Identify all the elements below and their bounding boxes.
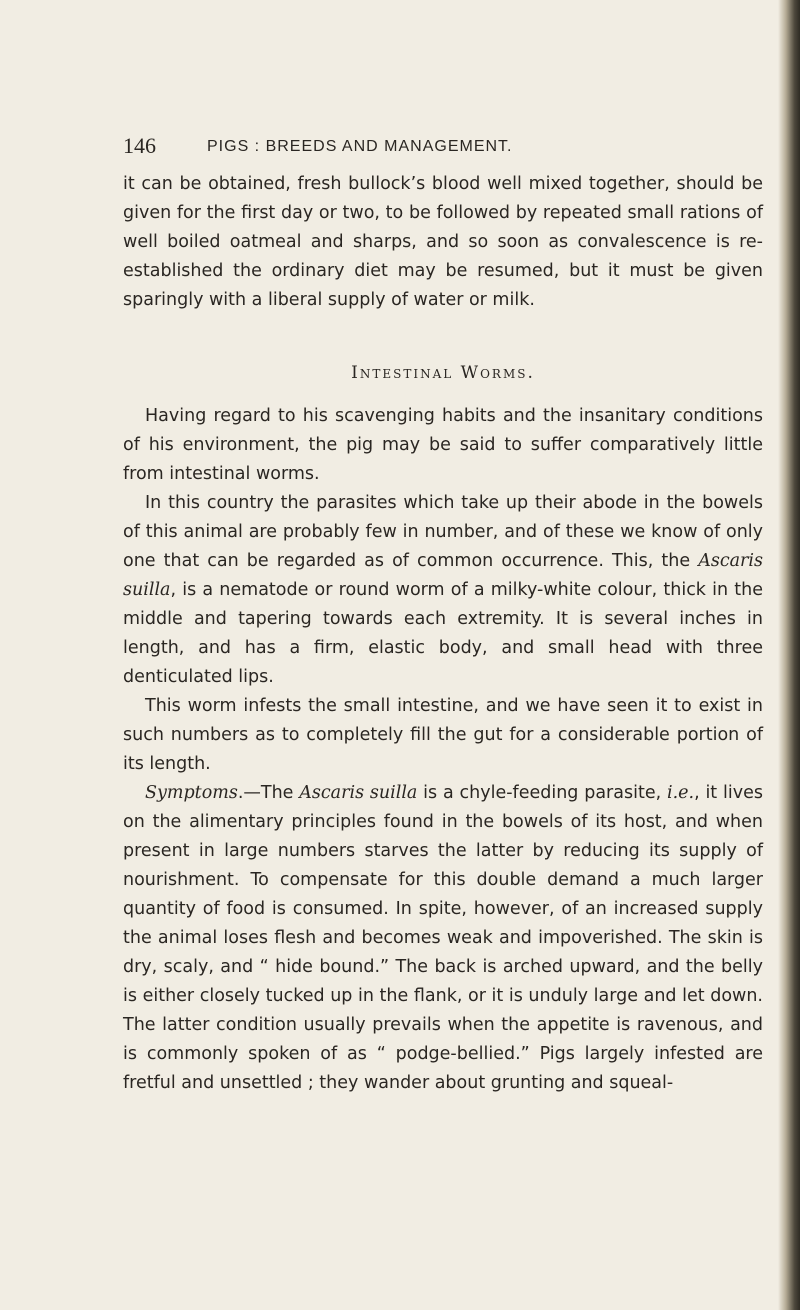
page-body (123, 170, 763, 1098)
species-name-2: Ascaris suilla (299, 783, 418, 803)
symptoms-text-b: is a chyle-feeding parasite, (417, 783, 667, 803)
page-number: 146 (123, 133, 156, 158)
page-edge-shadow (778, 0, 800, 1310)
paragraph-intro: Having regard to his scavenging habits and the insanitary conditions of his environment, the pig may be said to suffer comparatively little from intestinal worms. (123, 406, 763, 484)
paragraph-parasites (123, 489, 763, 692)
page-header (123, 133, 683, 163)
symptoms-text-c: , it lives on the alimentary principles found in the bowels of its host, and when present in large numbers starves the latter by reducing its supply of nourishment. To compensate for this double demand a much larger quantity of food is consumed. In spite, however, of an increased supply the animal loses flesh and becomes weak and impoverished. The skin is dry, scaly, and “ hide bound.” The back is arched upward, and the belly is either closely tucked up in the flank, or it is unduly large and let down. The latter condition usually prevails when the appetite is ravenous, and is commonly spoken of as “ podge-bellied.” Pigs largely infested are fretful and unsettled ; they wander about grunting and squeal- (123, 783, 763, 1093)
ie-abbrev: i.e. (666, 783, 695, 803)
running-head: PIGS : BREEDS AND MANAGEMENT. (207, 138, 513, 155)
species-name: Ascaris suilla (123, 551, 763, 600)
section-heading: Intestinal Worms. (351, 363, 535, 383)
paragraph-parasites-text-b: , is a nematode or round worm of a milky-white colour, thick in the middle and tapering towards each extremity. It is several inches in length, and has a firm, elastic body, and small head with three denticulated lips. (123, 580, 763, 687)
symptoms-text-a: .—The (237, 783, 300, 803)
paragraph-continuation: it can be obtained, fresh bullock’s blood well mixed together, should be given for the first day or two, to be followed by repeated small rations of well boiled oatmeal and sharps, and so soon as convalescence is re-established the ordinary diet may be resumed, but it must be given sparingly with a liberal supply of water or milk. (123, 174, 763, 310)
paragraph-symptoms (123, 779, 763, 1098)
paragraph-parasites-text-a: In this country the parasites which take up their abode in the bowels of this animal are probably few in number, and of these we know of only one that can be regarded as of common occurrence. This, the (123, 493, 763, 571)
paragraph-infestation: This worm infests the small intestine, and we have seen it to exist in such numbers as to completely fill the gut for a considerable portion of its length. (123, 696, 763, 774)
symptoms-label: Symptoms (145, 783, 238, 803)
